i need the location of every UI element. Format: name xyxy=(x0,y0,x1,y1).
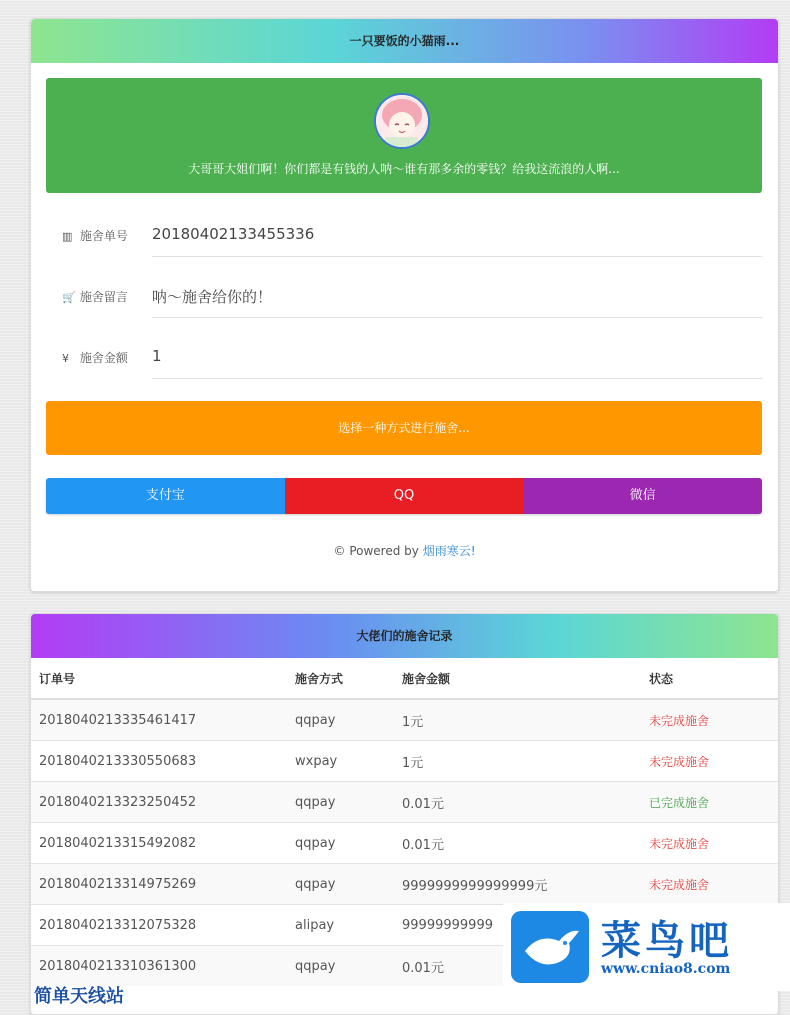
method-cell: alipay xyxy=(295,905,402,946)
order-cell: 2018040213315492082 xyxy=(31,823,295,864)
status-cell: 未完成施舍 xyxy=(649,823,778,864)
amount-cell: 0.01元 xyxy=(402,782,649,823)
table-row xyxy=(31,864,778,905)
cart-icon: 🛒 xyxy=(62,291,76,304)
order-number-label: 施舍单号 xyxy=(79,229,128,243)
order-cell: 2018040213335461417 xyxy=(31,699,295,741)
message-label: 施舍留言 xyxy=(79,290,128,304)
status-cell: 未完成施舍 xyxy=(649,864,778,905)
order-number-field[interactable] xyxy=(46,217,762,257)
field-underline xyxy=(152,317,762,318)
barcode-icon: ▥ xyxy=(62,230,73,243)
table-row xyxy=(31,823,778,864)
donation-card xyxy=(30,18,779,592)
field-underline xyxy=(152,378,762,379)
bottom-partial-heading: 简单天线站 xyxy=(34,986,124,1007)
field-underline xyxy=(152,256,762,257)
qq-pay-button[interactable]: QQ xyxy=(285,478,524,514)
watermark xyxy=(503,903,790,991)
method-cell: qqpay xyxy=(295,864,402,905)
status-cell: 已完成施舍 xyxy=(649,782,778,823)
watermark-url: www.cniao8.com xyxy=(601,961,731,977)
alipay-button[interactable]: 支付宝 xyxy=(46,478,285,514)
amount-field[interactable] xyxy=(46,339,762,379)
amount-cell: 9999999999999999元 xyxy=(402,864,649,905)
table-row xyxy=(31,782,778,823)
method-cell: qqpay xyxy=(295,946,402,987)
method-cell: qqpay xyxy=(295,699,402,741)
status-cell: 未完成施舍 xyxy=(649,741,778,782)
donation-banner xyxy=(46,78,762,193)
col-amount: 施舍金额 xyxy=(402,658,649,699)
method-cell: wxpay xyxy=(295,741,402,782)
bird-logo-icon xyxy=(511,911,589,983)
col-method: 施舍方式 xyxy=(295,658,402,699)
payment-buttons xyxy=(46,478,762,514)
order-number-value[interactable]: 20180402133455336 xyxy=(152,225,315,243)
order-cell: 2018040213312075328 xyxy=(31,905,295,946)
avatar xyxy=(374,93,430,149)
order-cell: 2018040213323250452 xyxy=(31,782,295,823)
order-cell: 2018040213310361300 xyxy=(31,946,295,987)
amount-label: 施舍金额 xyxy=(79,351,128,365)
banner-message: 大哥哥大姐们啊！你们都是有钱的人呐～谁有那多余的零钱？给我这流浪的人啊... xyxy=(188,162,620,176)
message-value[interactable]: 呐～施舍给你的！ xyxy=(152,288,273,306)
yen-icon: ¥ xyxy=(62,352,69,365)
col-order: 订单号 xyxy=(31,658,295,699)
choose-method-bar: 选择一种方式进行施舍... xyxy=(46,401,762,455)
status-cell: 未完成施舍 xyxy=(649,699,778,741)
table-header-row xyxy=(31,658,778,699)
amount-cell: 0.01元 xyxy=(402,946,649,987)
message-field[interactable] xyxy=(46,278,762,318)
wechat-pay-button[interactable]: 微信 xyxy=(523,478,762,514)
table-row xyxy=(31,741,778,782)
amount-cell: 1元 xyxy=(402,741,649,782)
method-cell: qqpay xyxy=(295,782,402,823)
table-row xyxy=(31,699,778,741)
order-cell: 2018040213330550683 xyxy=(31,741,295,782)
col-status: 状态 xyxy=(649,658,778,699)
order-cell: 2018040213314975269 xyxy=(31,864,295,905)
amount-cell: 0.01元 xyxy=(402,823,649,864)
amount-cell: 99999999999 xyxy=(402,905,649,946)
amount-cell: 1元 xyxy=(402,699,649,741)
method-cell: qqpay xyxy=(295,823,402,864)
powered-text: © Powered by xyxy=(333,544,423,558)
amount-value[interactable]: 1 xyxy=(152,347,162,365)
donation-card-header: 一只要饭的小猫雨... xyxy=(31,19,778,63)
footer-powered xyxy=(31,542,778,559)
watermark-title: 菜鸟吧 xyxy=(601,917,733,964)
records-card-header: 大佬们的施舍记录 xyxy=(31,614,778,658)
author-link[interactable]: 烟雨寒云! xyxy=(422,544,476,558)
